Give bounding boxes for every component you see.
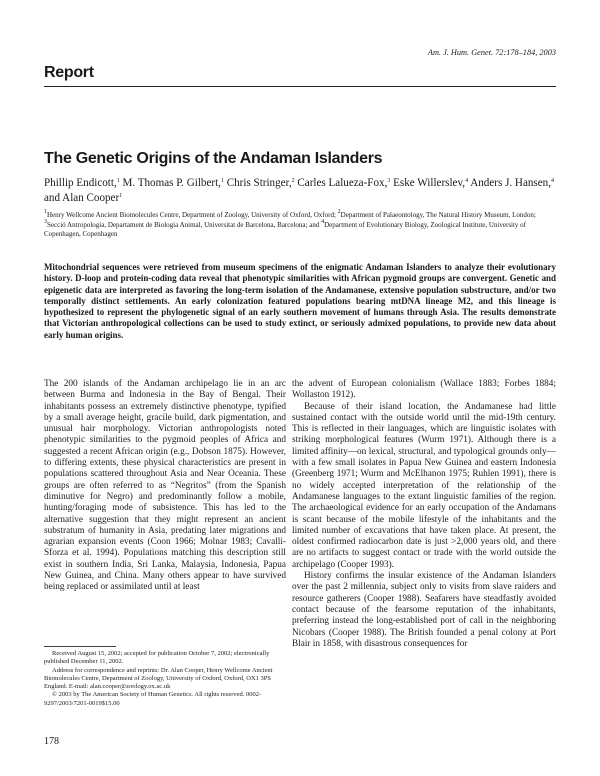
author: and Alan Cooper$^1$ xyxy=(44,192,123,204)
author: Carles Lalueza-Fox,$^3$ xyxy=(297,177,391,189)
footnotes xyxy=(44,650,286,708)
body-paragraph: History confirms the insular existence of the Andaman Islanders over the past 2 millennia, subject only to visits from slave raiders and resource gatherers (Cooper 1988). Seafarers have steadfastly avoided contact because of the fearsome reputation of the inhabitants, preferring instead the long-established port of call in the neighboring Nicobars (Cooper 1988). The British founded a penal colony at Port Blair in 1858, with disastrous consequences for xyxy=(292,571,556,649)
article-title: The Genetic Origins of the Andaman Islanders xyxy=(44,150,383,167)
author-list xyxy=(44,176,556,206)
author: M. Thomas P. Gilbert,$^1$ xyxy=(122,177,224,189)
section-label: Report xyxy=(44,64,94,81)
affiliations xyxy=(44,211,556,240)
body-paragraph: The 200 islands of the Andaman archipelago lie in an arc between Burma and Indonesia in the Bay of Bengal. Their inhabitants possess an extremely distinctive phenotype, typified by a small average height, gracile build, dark pigmentation, and unusual hair morphology. Victorian anthropologists noted phenotypic similarities to the pygmoid peoples of Africa and suggested a recent African origin (e.g., Dobson 1875). However, to differing extents, these physical characteristics are present in populations scattered throughout Asia and Near Oceania. These groups are often referred to as “Negritos” (from the Spanish diminutive for Negro) and predominantly follow a mobile, hunting/foraging mode of subsistence. This has led to the alternative suggestion that they might represent an ancient substratum of humanity in Asia, predating later migrations and agrarian expansion events (Coon 1966; Molnar 1983; Cavalli-Sforza et al. 1994). Populations matching this description still exist in southern India, Sri Lanka, Malaysia, Indonesia, Papua New Guinea, and China. Many others appear to have survived being replaced or assimilated until at least xyxy=(44,379,286,593)
body-column-left xyxy=(44,379,286,594)
footnote-correspondence: Address for correspondence and reprints: Dr. Alan Cooper, Henry Wellcome Ancient Biomolecules Centre, Department of Zoology, University of Oxford, Oxford, OX1 3PS England. E-mail: alan.cooper@zoology.ox.ac.uk xyxy=(44,666,273,691)
body-column-right xyxy=(292,379,556,650)
footnote-received: Received August 15, 2002; accepted for publication October 7, 2002; electronically published December 11, 2002. xyxy=(44,650,270,666)
author: Chris Stringer,$^2$ xyxy=(226,177,295,189)
author: Anders J. Hansen,$^4$ xyxy=(470,177,554,189)
footnote-copyright: © 2003 by The American Society of Human Genetics. All rights reserved. 0002-9297/2003/7201-0019$15.00 xyxy=(44,691,262,707)
journal-citation: Am. J. Hum. Genet. 72:178–184, 2003 xyxy=(427,48,556,57)
affiliation: $^2$Department of Palaeontology, The Natural History Museum, London; xyxy=(337,209,536,219)
body-paragraph: Because of their island location, the Andamanese had little sustained contact with the outside world until the mid-19th century. This is reflected in their languages, which are linguistic isolates with striking morphological features (Wurm 1971). Although there is a limited affinity—on lexical, structural, and typological grounds only—with a few small isolates in Papua New Guinea and eastern Indonesia (Greenberg 1971; Wurm and McElhanon 1975; Ruhlen 1991), there is no widely accepted interpretation of the relationship of the Andamanese languages to the extant linguistic families of the region. The archaeological evidence for an early occupation of the Andamans is scant because of the mobile lifestyle of the inhabitants and the limited number of excavations that have taken place. At present, the oldest confirmed radiocarbon date is just >2,000 years old, and there are no artifacts to suggest contact or trade with the world outside the archipelago (Cooper 1993). xyxy=(292,401,556,570)
affiliation: $^4$Department of Evolutionary Biology, Zoological Institute, University of Copenhagen, Copenhagen xyxy=(44,218,527,239)
abstract: Mitochondrial sequences were retrieved from museum specimens of the enigmatic Andaman Islanders to analyze their evolutionary history. D-loop and protein-coding data reveal that phenotypic similarities with African pygmoid groups are convergent. Genetic and epigenetic data are interpreted as favoring the long-term isolation of the Andamanese, extensive population substructure, and/or two temporally distinct settlements. An early colonization featured populations bearing mtDNA lineage M2, and this lineage is hypothesized to represent the phylogenetic signal of an early southern movement of humans through Asia. The results demonstrate that Victorian anthropological collections can be used to study extinct, or seriously admixed populations, to provide new data about early human origins. xyxy=(44,262,556,340)
body-paragraph: the advent of European colonialism (Wallace 1883; Forbes 1884; Wollaston 1912). xyxy=(292,379,556,401)
footnote-divider xyxy=(44,646,116,647)
author: Phillip Endicott,$^1$ xyxy=(44,177,120,189)
affiliation: $^1$Henry Wellcome Ancient Biomolecules Centre, Department of Zoology, University of Oxford, Oxford; xyxy=(44,209,336,219)
affiliation: $^3$Secció Antropologia, Departament de Biologia Animal, Universitat de Barcelona, Barcelona; and xyxy=(44,218,320,229)
author: Eske Willerslev,$^4$ xyxy=(393,177,469,189)
section-divider xyxy=(44,86,556,87)
page-number: 178 xyxy=(44,736,59,747)
